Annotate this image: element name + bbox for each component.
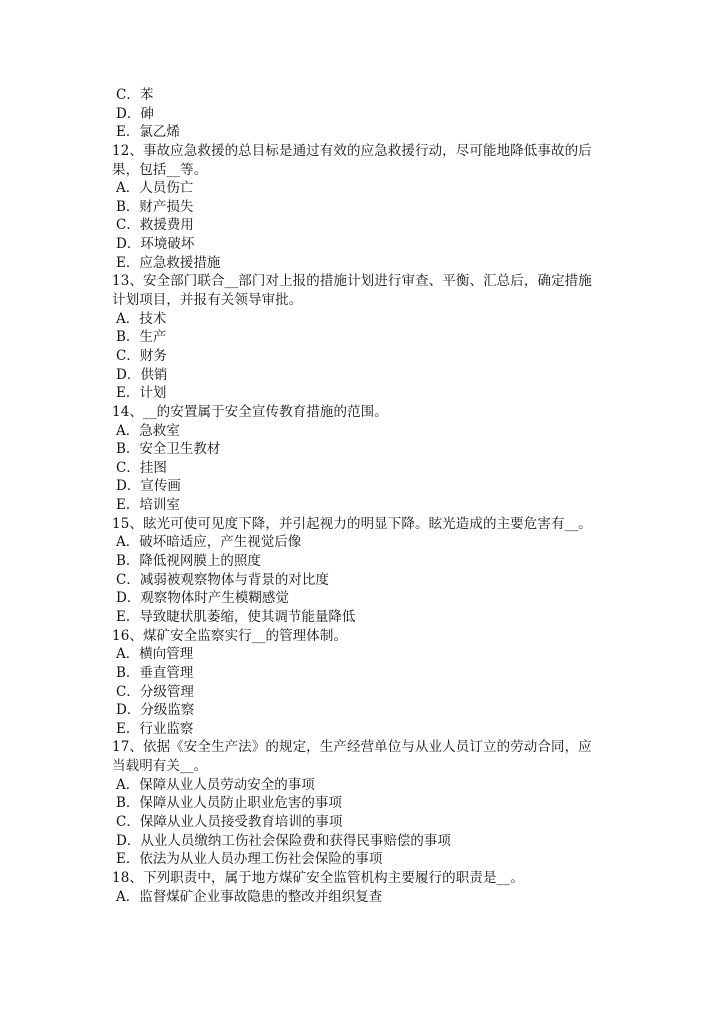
option-line: D．观察物体时产生模糊感觉 <box>116 590 289 607</box>
question-line: 12、事故应急救援的总目标是通过有效的应急救援行动，尽可能地降低事故的后 <box>112 142 592 159</box>
option-line: B．生产 <box>116 329 167 346</box>
question-line: 当载明有关__。 <box>112 758 208 775</box>
option-line: A．破坏暗适应，产生视觉后像 <box>116 534 302 551</box>
option-line: E．计划 <box>116 385 167 402</box>
question-line: 17、依据《安全生产法》的规定，生产经营单位与从业人员订立的劳动合同，应 <box>112 739 592 756</box>
option-line: C．减弱被观察物体与背景的对比度 <box>116 571 329 588</box>
option-line: B．垂直管理 <box>116 664 194 681</box>
option-line: B．财产损失 <box>116 198 194 215</box>
option-line: C．救援费用 <box>116 217 194 234</box>
option-line: A．横向管理 <box>116 646 194 663</box>
option-line: B．降低视网膜上的照度 <box>116 553 261 570</box>
option-line: D．分级监察 <box>116 702 195 719</box>
option-line: E．导致睫状肌萎缩，使其调节能量降低 <box>116 608 356 625</box>
option-line: C．挂图 <box>116 459 167 476</box>
option-line: A．监督煤矿企业事故隐患的整改并组织复查 <box>116 888 383 905</box>
option-line: E．应急救援措施 <box>116 254 221 271</box>
option-line: D．从业人员缴纳工伤社会保险费和获得民事赔偿的事项 <box>116 832 451 849</box>
option-line: C．保障从业人员接受教育培训的事项 <box>116 813 343 830</box>
question-line: 16、煤矿安全监察实行__的管理体制。 <box>112 627 348 644</box>
option-line: C．财务 <box>116 347 167 364</box>
option-line: E．培训室 <box>116 497 180 514</box>
option-line: E．依法为从业人员办理工伤社会保险的事项 <box>116 851 383 868</box>
option-line: B．安全卫生教材 <box>116 441 221 458</box>
option-line: C．苯 <box>116 87 154 103</box>
option-line: D．供销 <box>116 366 168 383</box>
option-line: A．保障从业人员劳动安全的事项 <box>116 776 315 793</box>
option-line: B．保障从业人员防止职业危害的事项 <box>116 795 342 812</box>
question-line: 14、__的安置属于安全宣传教育措施的范围。 <box>112 403 388 420</box>
option-line: E．氯乙烯 <box>116 124 180 141</box>
option-line: A．技术 <box>116 310 167 327</box>
option-line: C．分级管理 <box>116 683 194 700</box>
exam-questions <box>112 86 612 906</box>
option-line: D．宣传画 <box>116 478 181 495</box>
question-line: 13、安全部门联合__部门对上报的措施计划进行审查、平衡、汇总后，确定措施 <box>112 273 592 290</box>
option-line: D．环境破坏 <box>116 236 195 253</box>
option-line: E．行业监察 <box>116 720 194 737</box>
option-line: A．急救室 <box>116 422 180 439</box>
option-line: A．人员伤亡 <box>116 180 194 197</box>
option-line: D．砷 <box>116 105 154 122</box>
question-line: 18、下列职责中，属于地方煤矿安全监管机构主要履行的职责是__。 <box>112 869 524 886</box>
question-line: 果，包括__等。 <box>112 161 208 178</box>
question-line: 计划项目，并报有关领导审批。 <box>112 292 303 309</box>
question-line: 15、眩光可使可见度下降，并引起视力的明显下降。眩光造成的主要危害有__。 <box>112 515 592 532</box>
